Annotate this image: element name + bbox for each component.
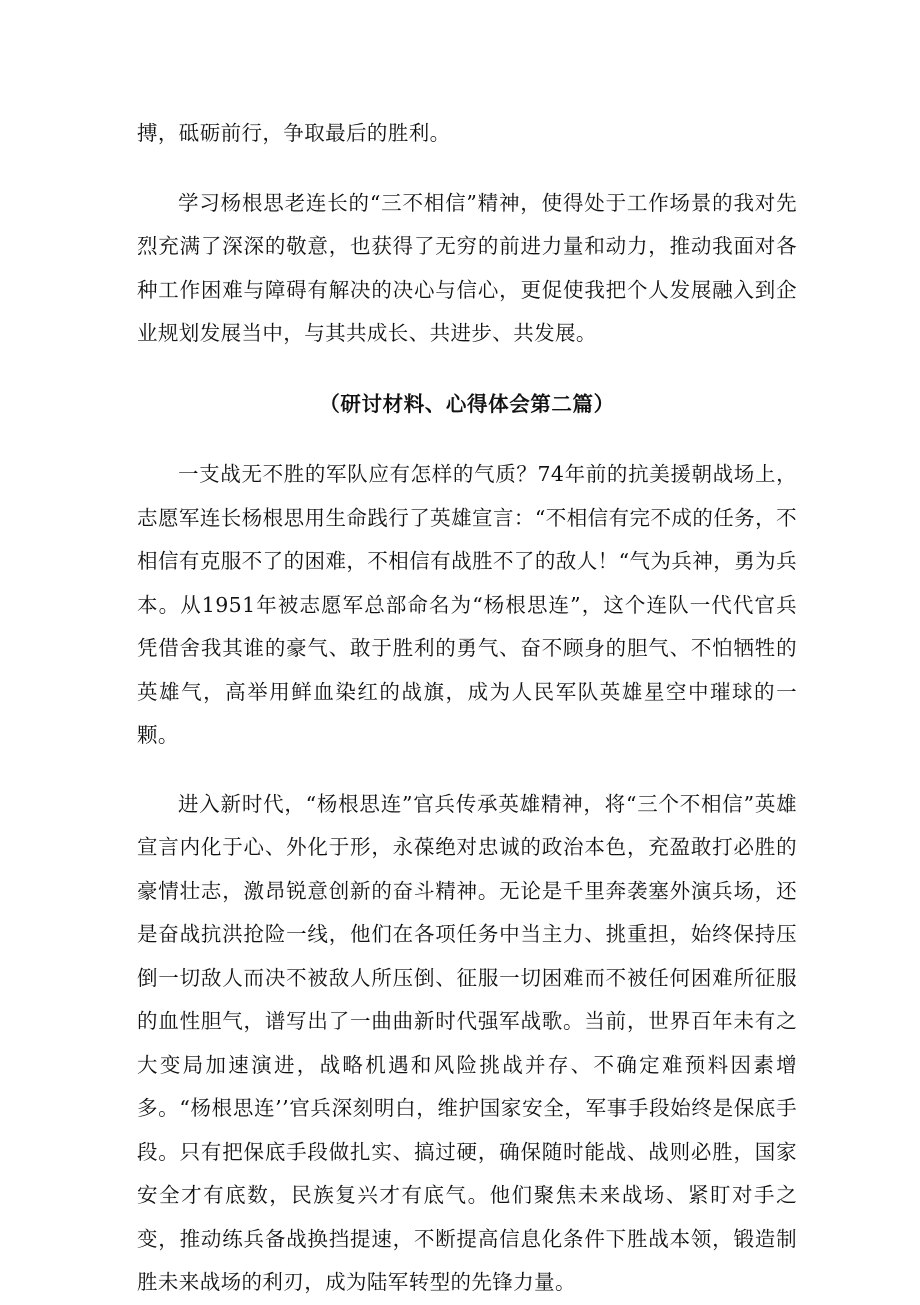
paragraph-continuation: 搏，砥砺前行，争取最后的胜利。 bbox=[137, 121, 451, 145]
document-body bbox=[137, 112, 797, 1305]
paragraph-new-era: 进入新时代，“杨根思连”官兵传承英雄精神，将“三个不相信”英雄宣言内化于心、外化于形，永葆绝对忠诚的政治本色，充盈敢打必胜的豪情壮志，激昂锐意创新的奋斗精神。无论是千里奔袭塞外演兵场，还是奋战抗洪抢险一线，他们在各项任务中当主力、挑重担，始终保持压倒一切敌人而决不被敌人所压倒、征服一切困难而不被任何困难所征服的血性胆气，谱写出了一曲曲新时代强军战歌。当前，世界百年未有之大变局加速演进，战略机遇和风险挑战并存、不确定难预料因素增多。“杨根思连’’官兵深刻明白，维护国家安全，军事手段始终是保底手段。只有把保底手段做扎实、搞过硬，确保随时能战、战则必胜，国家安全才有底数，民族复兴才有底气。他们聚焦未来战场、紧盯对手之变，推动练兵备战换挡提速，不断提高信息化条件下胜战本领，锻造制胜未来战场的利刃，成为陆军转型的先锋力量。 bbox=[137, 791, 797, 1294]
section-heading: （研讨材料、心得体会第二篇） bbox=[319, 391, 615, 416]
paragraph-army-spirit: 一支战无不胜的军队应有怎样的气质？74年前的抗美援朝战场上，志愿军连长杨根思用生命践行了英雄宣言：“不相信有完不成的任务，不相信有克服不了的困难，不相信有战胜不了的敌人！“气为兵神，勇为兵本。从1951年被志愿军总部命名为“杨根思连”，这个连队一代代官兵凭借舍我其谁的豪气、敢于胜利的勇气、奋不顾身的胆气、不怕牺牲的英雄气，高举用鲜血染红的战旗，成为人民军队英雄星空中璀球的一颗。 bbox=[137, 462, 797, 747]
paragraph-reflection: 学习杨根思老连长的“三不相信”精神，使得处于工作场景的我对先烈充满了深深的敬意，也获得了无穷的前进力量和动力，推动我面对各种工作困难与障碍有解决的决心与信心，更促使我把个人发展融入到企业规划发展当中，与其共成长、共进步、共发展。 bbox=[137, 190, 797, 345]
